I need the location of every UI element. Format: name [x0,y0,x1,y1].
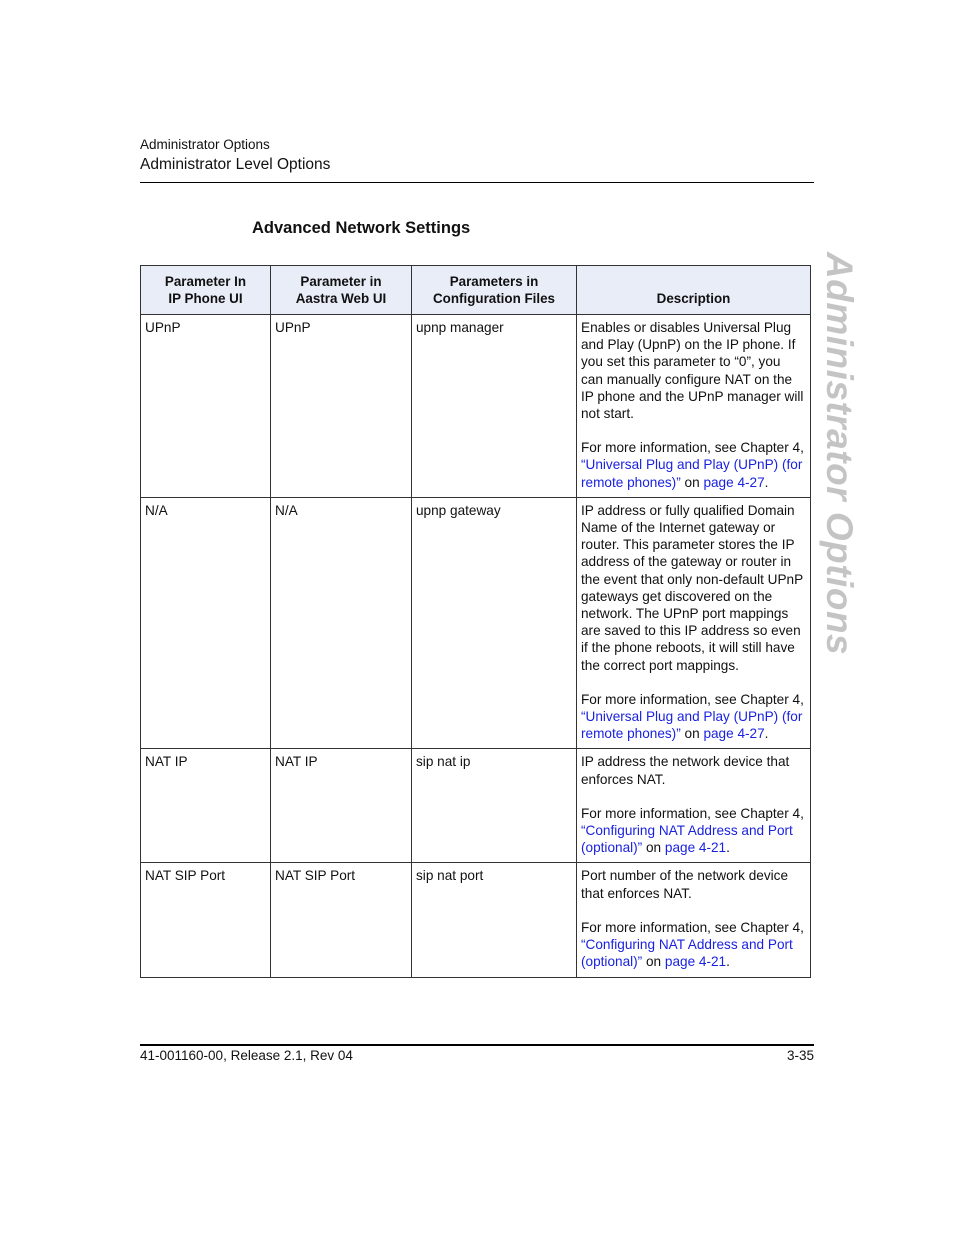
more-info-period: . [764,474,769,490]
description-text: IP address or fully qualified Domain Name of the Internet gateway or router. This parameter stores the IP address of the gateway or router in the event that only non-default UPnP gateways get discovered on the network. The UPnP port mappings are saved to this IP address so even if the phone reboots, it will still have the correct port mappings. [581,502,803,673]
section-title: Advanced Network Settings [252,219,471,237]
table-row [141,315,811,498]
chapter-link[interactable]: “Universal Plug and Play (UPnP) (for remote phones)” [581,457,803,490]
table-header-row [141,266,811,315]
more-info [581,805,806,857]
cell-config-param: sip nat port [412,863,577,977]
chapter-link[interactable]: “Configuring NAT Address and Port (optional)” [581,937,793,970]
more-info-on: on [680,726,704,742]
col-header-ip-phone-ui: Parameter In IP Phone UI [141,266,271,315]
side-chapter-title: Administrator Options [819,252,860,656]
page-link[interactable]: page 4-27 [703,726,765,742]
chapter-link[interactable]: “Configuring NAT Address and Port (optional)” [581,823,793,856]
cell-ip-phone-ui: UPnP [141,315,271,498]
page-link[interactable]: page 4-27 [703,474,765,490]
more-info-on: on [680,474,704,490]
more-info-prefix: For more information, see Chapter 4, [581,440,804,456]
cell-description [577,863,811,977]
header-chapter: Administrator Options [140,137,270,152]
table-row [141,863,811,977]
col-header-web-ui: Parameter in Aastra Web UI [271,266,412,315]
cell-config-param: upnp manager [412,315,577,498]
header-section: Administrator Level Options [140,156,331,173]
table-row [141,749,811,863]
page-link[interactable]: page 4-21 [664,840,727,856]
more-info-on: on [642,840,665,856]
more-info-prefix: For more information, see Chapter 4, [581,805,804,821]
more-info-period: . [726,840,730,856]
more-info-period: . [764,726,769,742]
footer-page-number: 3-35 [786,1048,814,1063]
cell-web-ui: UPnP [271,315,412,498]
more-info-prefix: For more information, see Chapter 4, [581,919,804,935]
cell-web-ui: NAT IP [271,749,412,863]
cell-description [577,497,811,749]
col-header-description: Description [577,266,811,315]
more-info [581,439,806,491]
cell-description [577,315,811,498]
description-text: IP address the network device that enforces NAT. [581,754,790,787]
description-text: Port number of the network device that enforces NAT. [581,868,789,901]
more-info-period: . [726,954,730,970]
cell-ip-phone-ui: NAT SIP Port [141,863,271,977]
cell-ip-phone-ui: N/A [141,497,271,749]
table-row [141,497,811,749]
description-text: Enables or disables Universal Plug and Play (UpnP) on the IP phone. If you set this parameter to “0”, you can manually configure NAT on the IP phone and the UPnP manager will not start. [581,320,804,422]
cell-web-ui: N/A [271,497,412,749]
cell-ip-phone-ui: NAT IP [141,749,271,863]
more-info-on: on [642,954,665,970]
footer-divider [140,1044,814,1046]
footer-doc-id: 41-001160-00, Release 2.1, Rev 04 [140,1048,353,1063]
cell-config-param: upnp gateway [412,497,577,749]
cell-config-param: sip nat ip [412,749,577,863]
cell-description [577,749,811,863]
chapter-link[interactable]: “Universal Plug and Play (UPnP) (for remote phones)” [581,709,803,742]
more-info-prefix: For more information, see Chapter 4, [581,691,804,707]
more-info [581,691,806,743]
more-info [581,919,806,971]
parameters-table [140,265,811,978]
header-divider [140,182,814,183]
col-header-config-files: Parameters in Configuration Files [412,266,577,315]
page-link[interactable]: page 4-21 [664,954,727,970]
cell-web-ui: NAT SIP Port [271,863,412,977]
